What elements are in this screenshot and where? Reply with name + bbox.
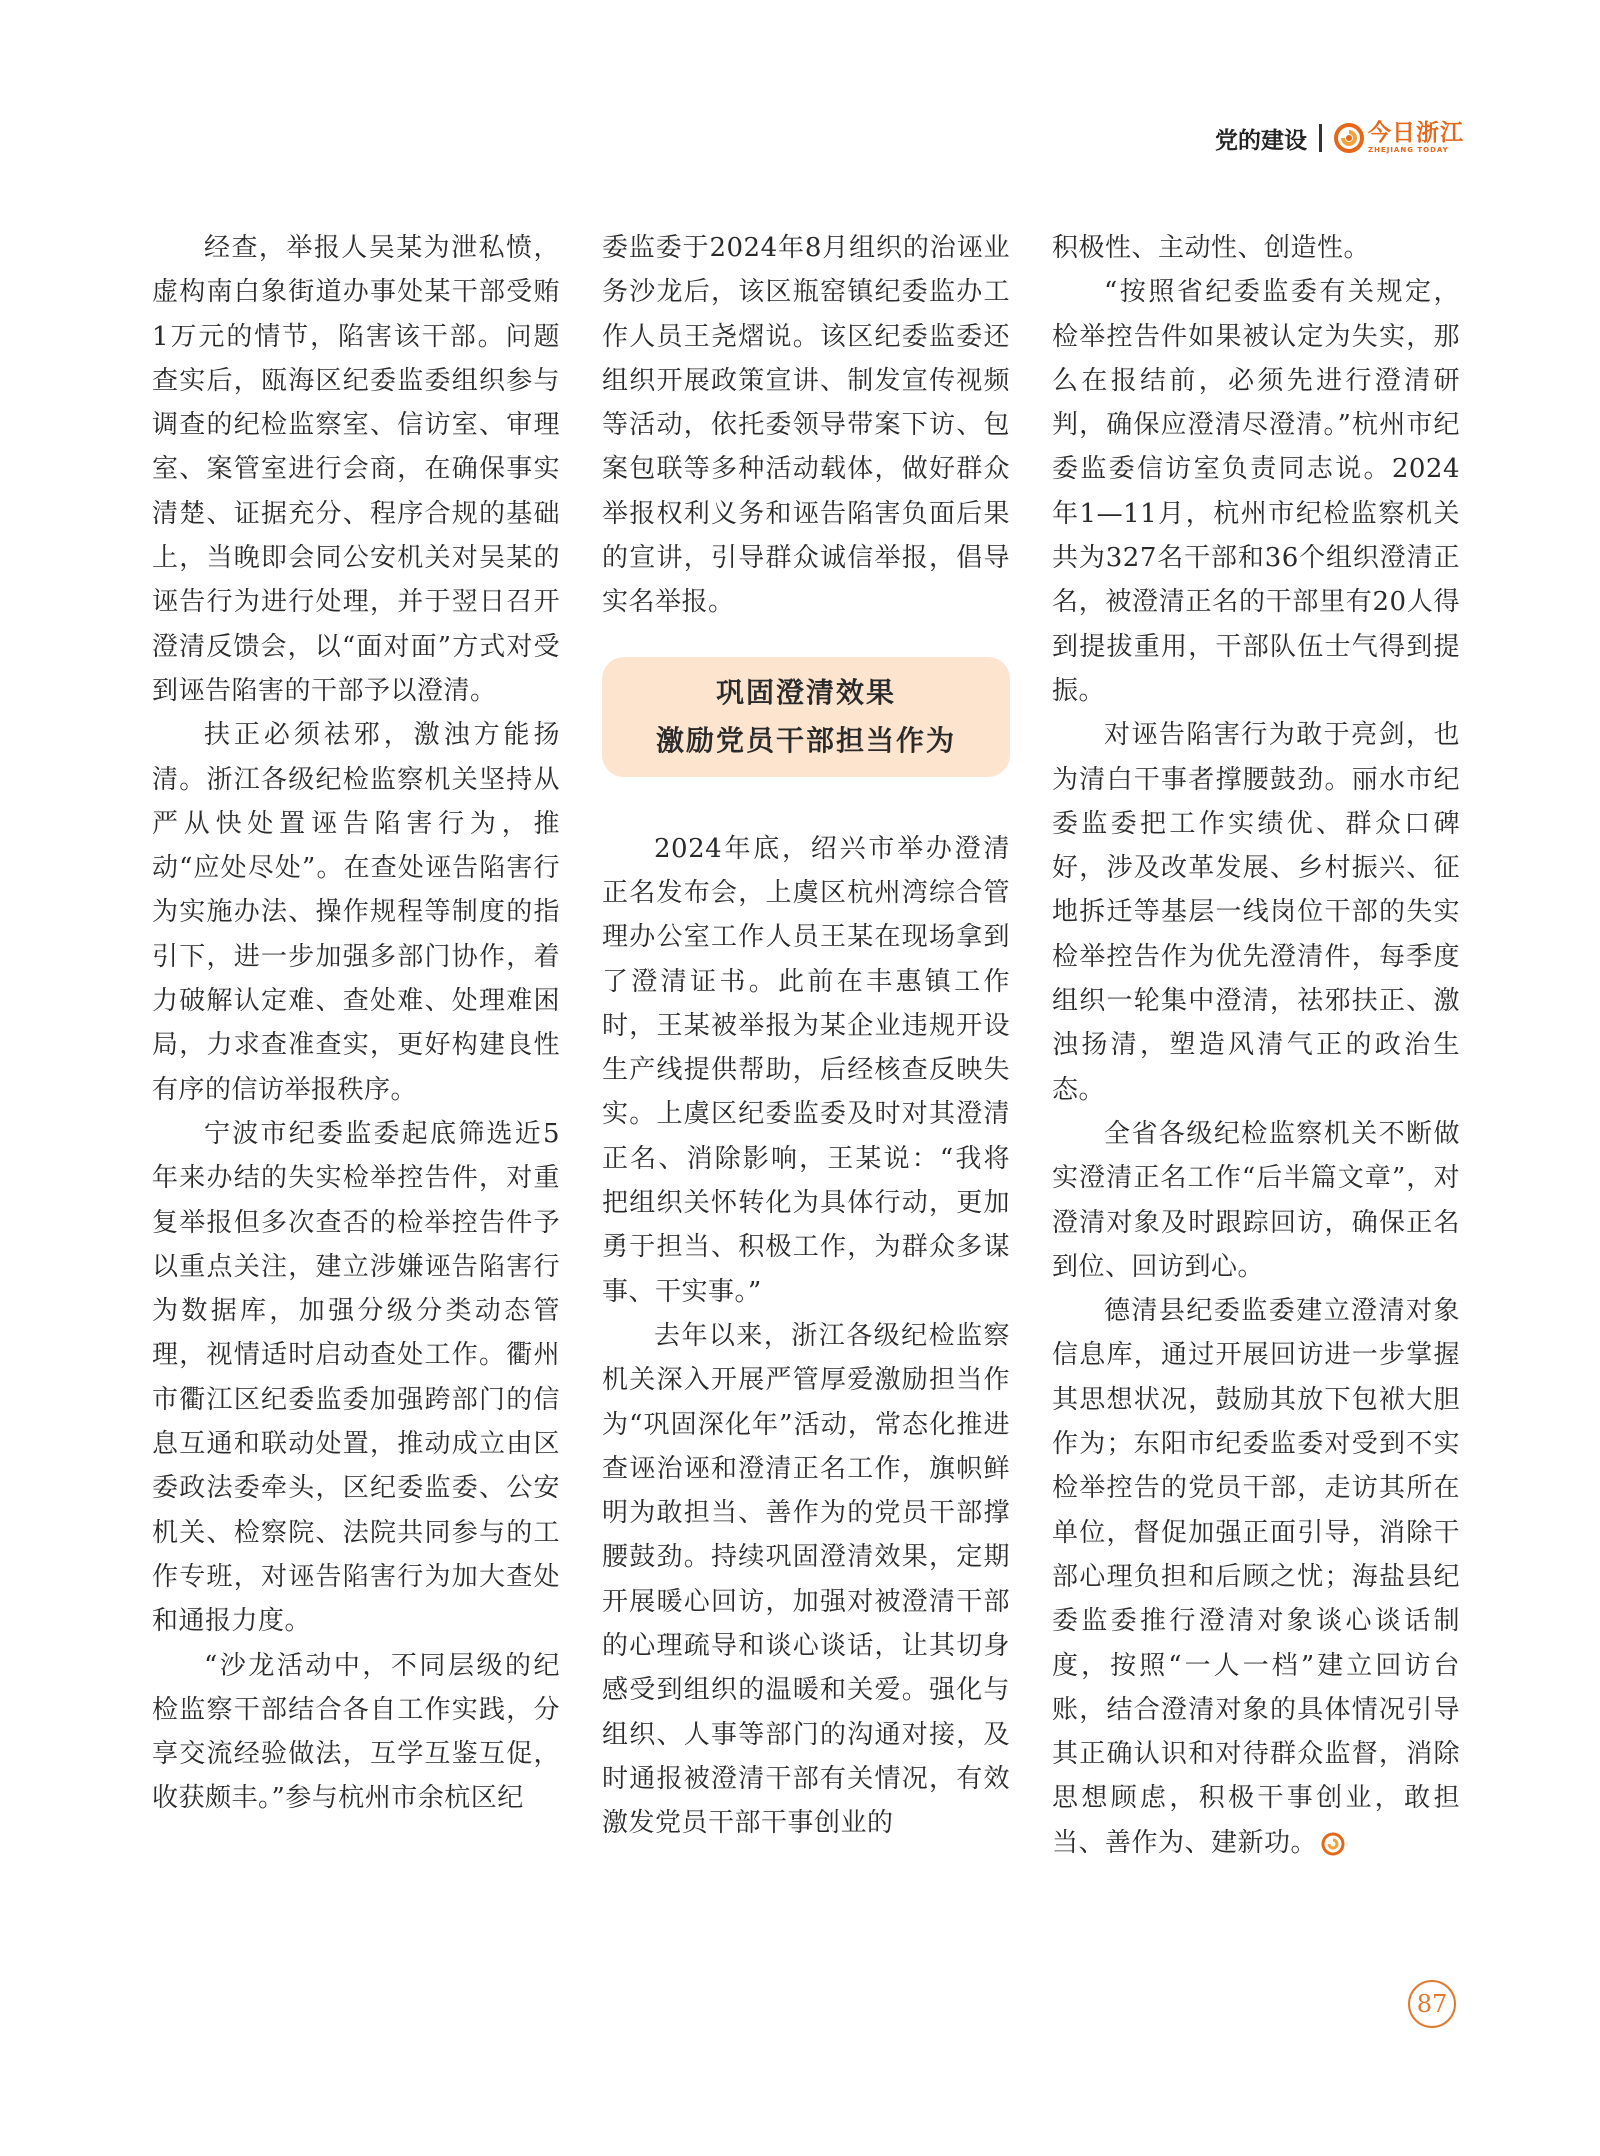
header-divider bbox=[1319, 124, 1322, 152]
logo-english-text: ZHEJIANG TODAY bbox=[1368, 146, 1449, 154]
paragraph-text: 德清县纪委监委建立澄清对象信息库，通过开展回访进一步掌握其思想状况，鼓励其放下包袱大胆作为；东阳市纪委监委对受到不实检举控告的党员干部，走访其所在单位，督促加强正面引导，消除干部心理负担和后顾之忧；海盐县纪委监委推行澄清对象谈心谈话制度，按照“一人一档”建立回访台账，结合澄清对象的具体情况引导其正确认识和对待群众监督，消除思想顾虑，积极干事创业，敢担当、善作为、建新功。 bbox=[1052, 1296, 1460, 1858]
section-name: 党的建设 bbox=[1215, 127, 1307, 154]
paragraph: 经查，举报人吴某为泄私愤，虚构南白象街道办事处某干部受贿1万元的情节，陷害该干部。问题查实后，瓯海区纪委监委组织参与调查的纪检监察室、信访室、审理室、案管室进行会商，在确保事实清楚、证据充分、程序合规的基础上，当晚即会同公安机关对吴某的诬告行为进行处理，并于翌日召开澄清反馈会，以“面对面”方式对受到诬告陷害的干部予以澄清。 bbox=[152, 233, 560, 706]
paragraph: 宁波市纪委监委起底筛选近5年来办结的失实检举控告件，对重复举报但多次查否的检举控告件予以重点关注，建立涉嫌诬告陷害行为数据库，加强分级分类动态管理，视情适时启动查处工作。衢州市衢江区纪委监委加强跨部门的信息互通和联动处置，推动成立由区委政法委牵头，区纪委监委、公安机关、检察院、法院共同参与的工作专班，对诬告陷害行为加大查处和通报力度。 bbox=[152, 1118, 560, 1637]
paragraph: “按照省纪委监委有关规定，检举控告件如果被认定为失实，那么在报结前，必须先进行澄清研判，确保应澄清尽澄清。”杭州市纪委监委信访室负责同志说。2024年1—11月，杭州市纪检监察机关共为327名干部和36个组织澄清正名，被澄清正名的干部里有20人得到提拔重用，干部队伍士气得到提振。 bbox=[1052, 277, 1460, 706]
logo-chinese-text: 今日浙江 bbox=[1368, 120, 1464, 146]
subheading-line-1: 巩固澄清效果 bbox=[715, 675, 896, 709]
paragraph: 去年以来，浙江各级纪检监察机关深入开展严管厚爱激励担当作为“巩固深化年”活动，常态化推进查诬治诬和澄清正名工作，旗帜鲜明为敢担当、善作为的党员干部撑腰鼓劲。持续巩固澄清效果，定期开展暖心回访，加强对被澄清干部的心理疏导和谈心谈话，让其切身感受到组织的温暖和关爱。强化与组织、人事等部门的沟通对接，及时通报被澄清干部有关情况，有效激发党员干部干事创业的 bbox=[602, 1320, 1010, 1839]
magazine-logo bbox=[1334, 122, 1464, 154]
page-header bbox=[1215, 118, 1464, 158]
logo-swirl-icon bbox=[1334, 123, 1364, 153]
subheading-line-2: 激励党员干部担当作为 bbox=[655, 723, 956, 757]
paragraph: 扶正必须祛邪，激浊方能扬清。浙江各级纪检监察机关坚持从严从快处置诬告陷害行为，推动“应处尽处”。在查处诬告陷害行为实施办法、操作规程等制度的指引下，进一步加强多部门协作，着力破解认定难、查处难、处理难困局，力求查准查实，更好构建良性有序的信访举报秩序。 bbox=[152, 720, 560, 1105]
paragraph: 全省各级纪检监察机关不断做实澄清正名工作“后半篇文章”，对澄清对象及时跟踪回访，确保正名到位、回访到心。 bbox=[1052, 1118, 1460, 1282]
page-number: 87 bbox=[1408, 1980, 1456, 2028]
paragraph: 2024年底，绍兴市举办澄清正名发布会，上虞区杭州湾综合管理办公室工作人员王某在现场拿到了澄清证书。此前在丰惠镇工作时，王某被举报为某企业违规开设生产线提供帮助，后经核查反映失实。上虞区纪委监委及时对其澄清正名、消除影响，王某说：“我将把组织关怀转化为具体行动，更加勇于担当、积极工作，为群众多谋事、干实事。” bbox=[602, 833, 1010, 1307]
article-column-1 bbox=[152, 226, 560, 1821]
article-column-3 bbox=[1052, 226, 1460, 1865]
paragraph: 对诬告陷害行为敢于亮剑，也为清白干事者撑腰鼓劲。丽水市纪委监委把工作实绩优、群众口碑好，涉及改革发展、乡村振兴、征地拆迁等基层一线岗位干部的失实检举控告作为优先澄清件，每季度组织一轮集中澄清，祛邪扶正、激浊扬清，塑造风清气正的政治生态。 bbox=[1052, 720, 1460, 1105]
article-end-mark-icon bbox=[1321, 1832, 1345, 1856]
paragraph-last bbox=[1052, 1289, 1460, 1865]
section-subheading-box bbox=[602, 657, 1010, 777]
article-column-2 bbox=[602, 226, 1010, 1846]
paragraph-continuation: 积极性、主动性、创造性。 bbox=[1052, 233, 1371, 263]
paragraph: “沙龙活动中，不同层级的纪检监察干部结合各自工作实践，分享交流经验做法，互学互鉴互促，收获颇丰。”参与杭州市余杭区纪 bbox=[152, 1650, 560, 1814]
paragraph-continuation: 委监委于2024年8月组织的治诬业务沙龙后，该区瓶窑镇纪委监办工作人员王尧熠说。该区纪委监委还组织开展政策宣讲、制发宣传视频等活动，依托委领导带案下访、包案包联等多种活动载体，做好群众举报权利义务和诬告陷害负面后果的宣讲，引导群众诚信举报，倡导实名举报。 bbox=[602, 233, 1010, 618]
